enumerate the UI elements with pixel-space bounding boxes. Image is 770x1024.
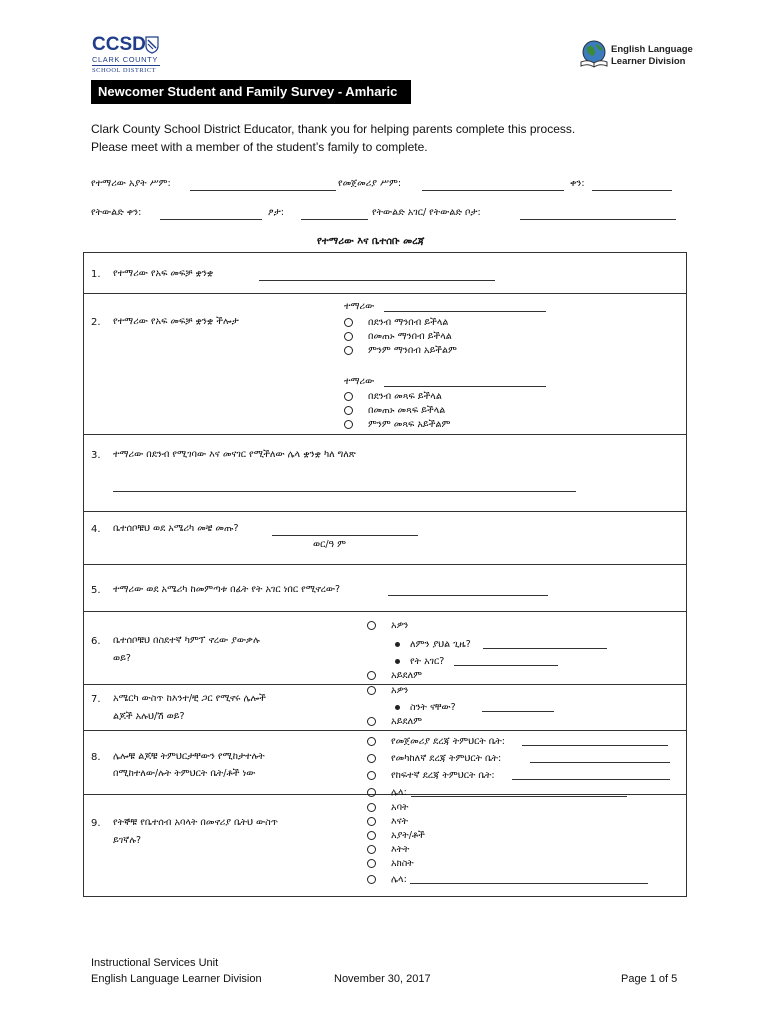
q1-text: የተማሪው የአፍ መፍቻ ቋንቋ: [113, 268, 214, 279]
radio-circle-icon[interactable]: [344, 406, 353, 415]
ccsd-logo-line2: SCHOOL DISTRICT: [92, 67, 157, 74]
row-divider: [84, 511, 686, 512]
q7-count-field[interactable]: [482, 711, 554, 712]
q7-no-option[interactable]: [367, 715, 422, 728]
ccsd-shield-icon: [145, 36, 159, 54]
q6-text-line2: ወይ?: [113, 653, 131, 664]
q8-option-1-label: የመጀመሪያ ደረጃ ትምህርት ቤት:: [391, 736, 505, 747]
q9-option-3-label: አያት/ቶች: [391, 830, 425, 841]
q4-subtext: ወር/ዓ ም: [313, 539, 347, 550]
row-divider: [84, 434, 686, 435]
q4-answer-field[interactable]: [272, 535, 418, 536]
radio-circle-icon[interactable]: [367, 845, 376, 854]
q9-option-1[interactable]: [367, 801, 408, 814]
q2-read-option-3-label: ምንም ማንበብ አይችልም: [368, 345, 457, 356]
q6-country-field[interactable]: [454, 665, 558, 666]
footer-unit: Instructional Services Unit: [91, 957, 219, 969]
q6-number: 6.: [91, 636, 101, 647]
radio-circle-icon[interactable]: [367, 875, 376, 884]
radio-circle-icon[interactable]: [344, 332, 353, 341]
q3-number: 3.: [91, 450, 101, 461]
q2-write-option-2-label: በመጠኑ መጻፍ ይችላል: [368, 405, 446, 416]
q2-number: 2.: [91, 317, 101, 328]
q5-number: 5.: [91, 585, 101, 596]
bullet-icon: [395, 705, 400, 710]
radio-circle-icon[interactable]: [344, 346, 353, 355]
radio-circle-icon[interactable]: [367, 717, 376, 726]
q2-group1-label: ተማሪው: [344, 301, 375, 312]
date-field[interactable]: [592, 190, 672, 191]
q4-number: 4.: [91, 524, 101, 535]
ccsd-logo: [92, 34, 167, 76]
ccsd-logo-divider: [92, 65, 160, 66]
section-title: የተማሪው እና ቤተሰቡ መረጃ: [317, 236, 425, 247]
survey-title: Newcomer Student and Family Survey - Amharic: [91, 80, 411, 104]
footer-division: English Language Learner Division: [91, 973, 262, 985]
intro-line-2: Please meet with a member of the student’s family to complete.: [91, 140, 428, 154]
row-divider: [84, 611, 686, 612]
q2-read-option-2-label: በመጠኑ ማንበብ ይችላል: [368, 331, 452, 342]
student-first-name-field[interactable]: [422, 190, 564, 191]
q7-bullet-1-label: ስንት ናቸው?: [410, 702, 456, 713]
q8-number: 8.: [91, 752, 101, 763]
q3-answer-field[interactable]: [113, 491, 576, 492]
q5-text: ተማሪው ወደ አሜሪካ ከመምጣቱ በፊት የት አገር ነበር የሚኖረው?: [113, 584, 341, 595]
q2-write-option-2[interactable]: [344, 404, 445, 417]
q2-write-option-3-label: ምንም መጻፍ አይችልም: [368, 419, 451, 430]
q1-answer-field[interactable]: [259, 280, 495, 281]
date-label: ቀን:: [570, 178, 585, 189]
ccsd-logo-line1: CLARK COUNTY: [92, 55, 158, 64]
birth-place-field[interactable]: [520, 219, 676, 220]
q9-option-2-label: እናት: [391, 816, 409, 827]
ell-logo: [578, 38, 693, 78]
q8-option-4[interactable]: [367, 786, 407, 799]
q9-option-2[interactable]: [367, 815, 408, 828]
birth-place-label: የትውልድ አገር/ የትውልድ ቦታ:: [372, 207, 481, 218]
q9-other-field[interactable]: [410, 883, 648, 884]
radio-circle-icon[interactable]: [367, 621, 376, 630]
q2-read-option-1-label: በደንብ ማንበብ ይችላል: [368, 317, 449, 328]
q2-write-option-3[interactable]: [344, 418, 450, 431]
radio-circle-icon[interactable]: [367, 817, 376, 826]
q2-read-option-3[interactable]: [344, 344, 457, 357]
ell-logo-line2: Learner Division: [611, 56, 686, 67]
row-divider: [84, 293, 686, 294]
radio-circle-icon[interactable]: [367, 737, 376, 746]
q6-bullet-1-label: ለምን ያህል ጊዜ?: [410, 639, 471, 650]
q5-answer-field[interactable]: [388, 595, 548, 596]
birth-date-label: የትውልድ ቀን:: [91, 207, 142, 218]
radio-circle-icon[interactable]: [367, 803, 376, 812]
ccsd-logo-text: CCSD: [92, 34, 146, 55]
radio-circle-icon[interactable]: [367, 686, 376, 695]
q9-option-4-label: እትት: [391, 844, 410, 855]
radio-circle-icon[interactable]: [367, 771, 376, 780]
ell-logo-line1: English Language: [611, 44, 693, 55]
radio-circle-icon[interactable]: [367, 859, 376, 868]
student-first-name-label: የመጀመሪያ ሥም:: [338, 178, 402, 189]
q8-option-2-label: የመካከለኛ ደረጃ ትምህርት ቤት:: [391, 753, 502, 764]
intro-line-1: Clark County School District Educator, thank you for helping parents complete this process.: [91, 122, 576, 136]
q2-write-option-1-label: በደንብ መጻፍ ይችላል: [368, 391, 442, 402]
q3-text: ተማሪው በደንብ የሚገባው እና መናገር የሚችለው ሌላ ቋንቋ ካለ ግለጽ: [113, 449, 356, 460]
q2-read-option-2[interactable]: [344, 330, 452, 343]
radio-circle-icon[interactable]: [367, 831, 376, 840]
q6-yes-label: አዎን: [391, 620, 409, 631]
q8-text-line1: ሌሎቹ ልጆቹ ትምህርታቸውን የሚከታተሉት: [113, 751, 265, 762]
q7-text-line2: ልጆች አሉህ/ሽ ወይ?: [113, 711, 185, 722]
q2-group1-field[interactable]: [384, 311, 546, 312]
q9-option-5[interactable]: [367, 857, 414, 870]
q6-bullet-1: [395, 638, 471, 651]
q9-option-1-label: አባት: [391, 802, 409, 813]
q6-yes-option[interactable]: [367, 619, 408, 632]
q8-high-field[interactable]: [512, 779, 670, 780]
q1-number: 1.: [91, 269, 101, 280]
radio-circle-icon[interactable]: [344, 318, 353, 327]
q6-no-option[interactable]: [367, 669, 422, 682]
intro-text: [91, 120, 575, 156]
q2-write-option-1[interactable]: [344, 390, 442, 403]
q2-group2-label: ተማሪው: [344, 376, 375, 387]
radio-circle-icon[interactable]: [367, 788, 376, 797]
student-last-name-field[interactable]: [190, 190, 336, 191]
q2-group2-field[interactable]: [384, 386, 546, 387]
q6-no-label: አይደለም: [391, 670, 423, 681]
q9-text-line1: የትኞቹ የቤተሰብ አባላት በመኖሪያ ቤትህ ውስጥ: [113, 817, 278, 828]
q9-option-3[interactable]: [367, 829, 425, 842]
gender-field[interactable]: [301, 219, 368, 220]
row-divider: [84, 730, 686, 731]
q8-option-2[interactable]: [367, 752, 501, 765]
q9-text-line2: ይገኛሉ?: [113, 835, 142, 846]
q6-text-line1: ቤተሰቦቹህ በስደተኛ ካምፕ ኖረው ያውቃሉ: [113, 635, 260, 646]
globe-book-icon: [578, 38, 610, 70]
q9-option-5-label: አክስት: [391, 858, 414, 869]
q8-other-field[interactable]: [411, 796, 627, 797]
q9-option-6-label: ሌላ:: [391, 874, 407, 885]
student-last-name-label: የተማሪው አያት ሥም:: [91, 178, 171, 189]
q8-text-line2: በሚከተለው/ሉት ትምህርት ቤት/ቶች ነው: [113, 768, 256, 779]
footer-page: Page 1 of 5: [621, 973, 678, 985]
q4-text: ቤተሰቦቹህ ወደ አሜሪካ መቼ መጡ?: [113, 523, 239, 534]
q7-yes-option[interactable]: [367, 684, 408, 697]
bullet-icon: [395, 659, 400, 664]
q6-duration-field[interactable]: [483, 648, 607, 649]
row-divider: [84, 564, 686, 565]
q6-bullet-2-label: የት አገር?: [410, 656, 445, 667]
q8-option-1[interactable]: [367, 735, 505, 748]
birth-date-field[interactable]: [160, 219, 262, 220]
q8-option-4-label: ሌላ:: [391, 787, 407, 798]
q7-text-line1: አሜርካ ውስጥ ከእንተ/ቺ ጋር የሚኖሩ ሌሎች: [113, 693, 266, 704]
footer-date: November 30, 2017: [334, 973, 431, 985]
q9-option-6[interactable]: [367, 873, 407, 886]
bullet-icon: [395, 642, 400, 647]
gender-label: ፆታ:: [268, 207, 284, 218]
radio-circle-icon[interactable]: [367, 754, 376, 763]
q2-read-option-1[interactable]: [344, 316, 448, 329]
q8-middle-field[interactable]: [530, 762, 670, 763]
q9-option-4[interactable]: [367, 843, 409, 856]
q8-option-3[interactable]: [367, 769, 495, 782]
radio-circle-icon[interactable]: [344, 392, 353, 401]
q2-text: የተማሪው የአፍ መፍቻ ቋንቋ ችሎታ: [113, 316, 239, 327]
q7-no-label: አይደለም: [391, 716, 423, 727]
ell-logo-text: [611, 44, 693, 68]
q7-yes-label: አዎን: [391, 685, 409, 696]
q7-number: 7.: [91, 694, 101, 705]
q9-number: 9.: [91, 818, 101, 829]
q6-bullet-2: [395, 655, 444, 668]
q8-option-3-label: የከፍተኛ ደረጃ ትምህርት ቤት:: [391, 770, 495, 781]
q7-bullet-1: [395, 701, 456, 714]
q8-elementary-field[interactable]: [522, 745, 668, 746]
radio-circle-icon[interactable]: [344, 420, 353, 429]
radio-circle-icon[interactable]: [367, 671, 376, 680]
